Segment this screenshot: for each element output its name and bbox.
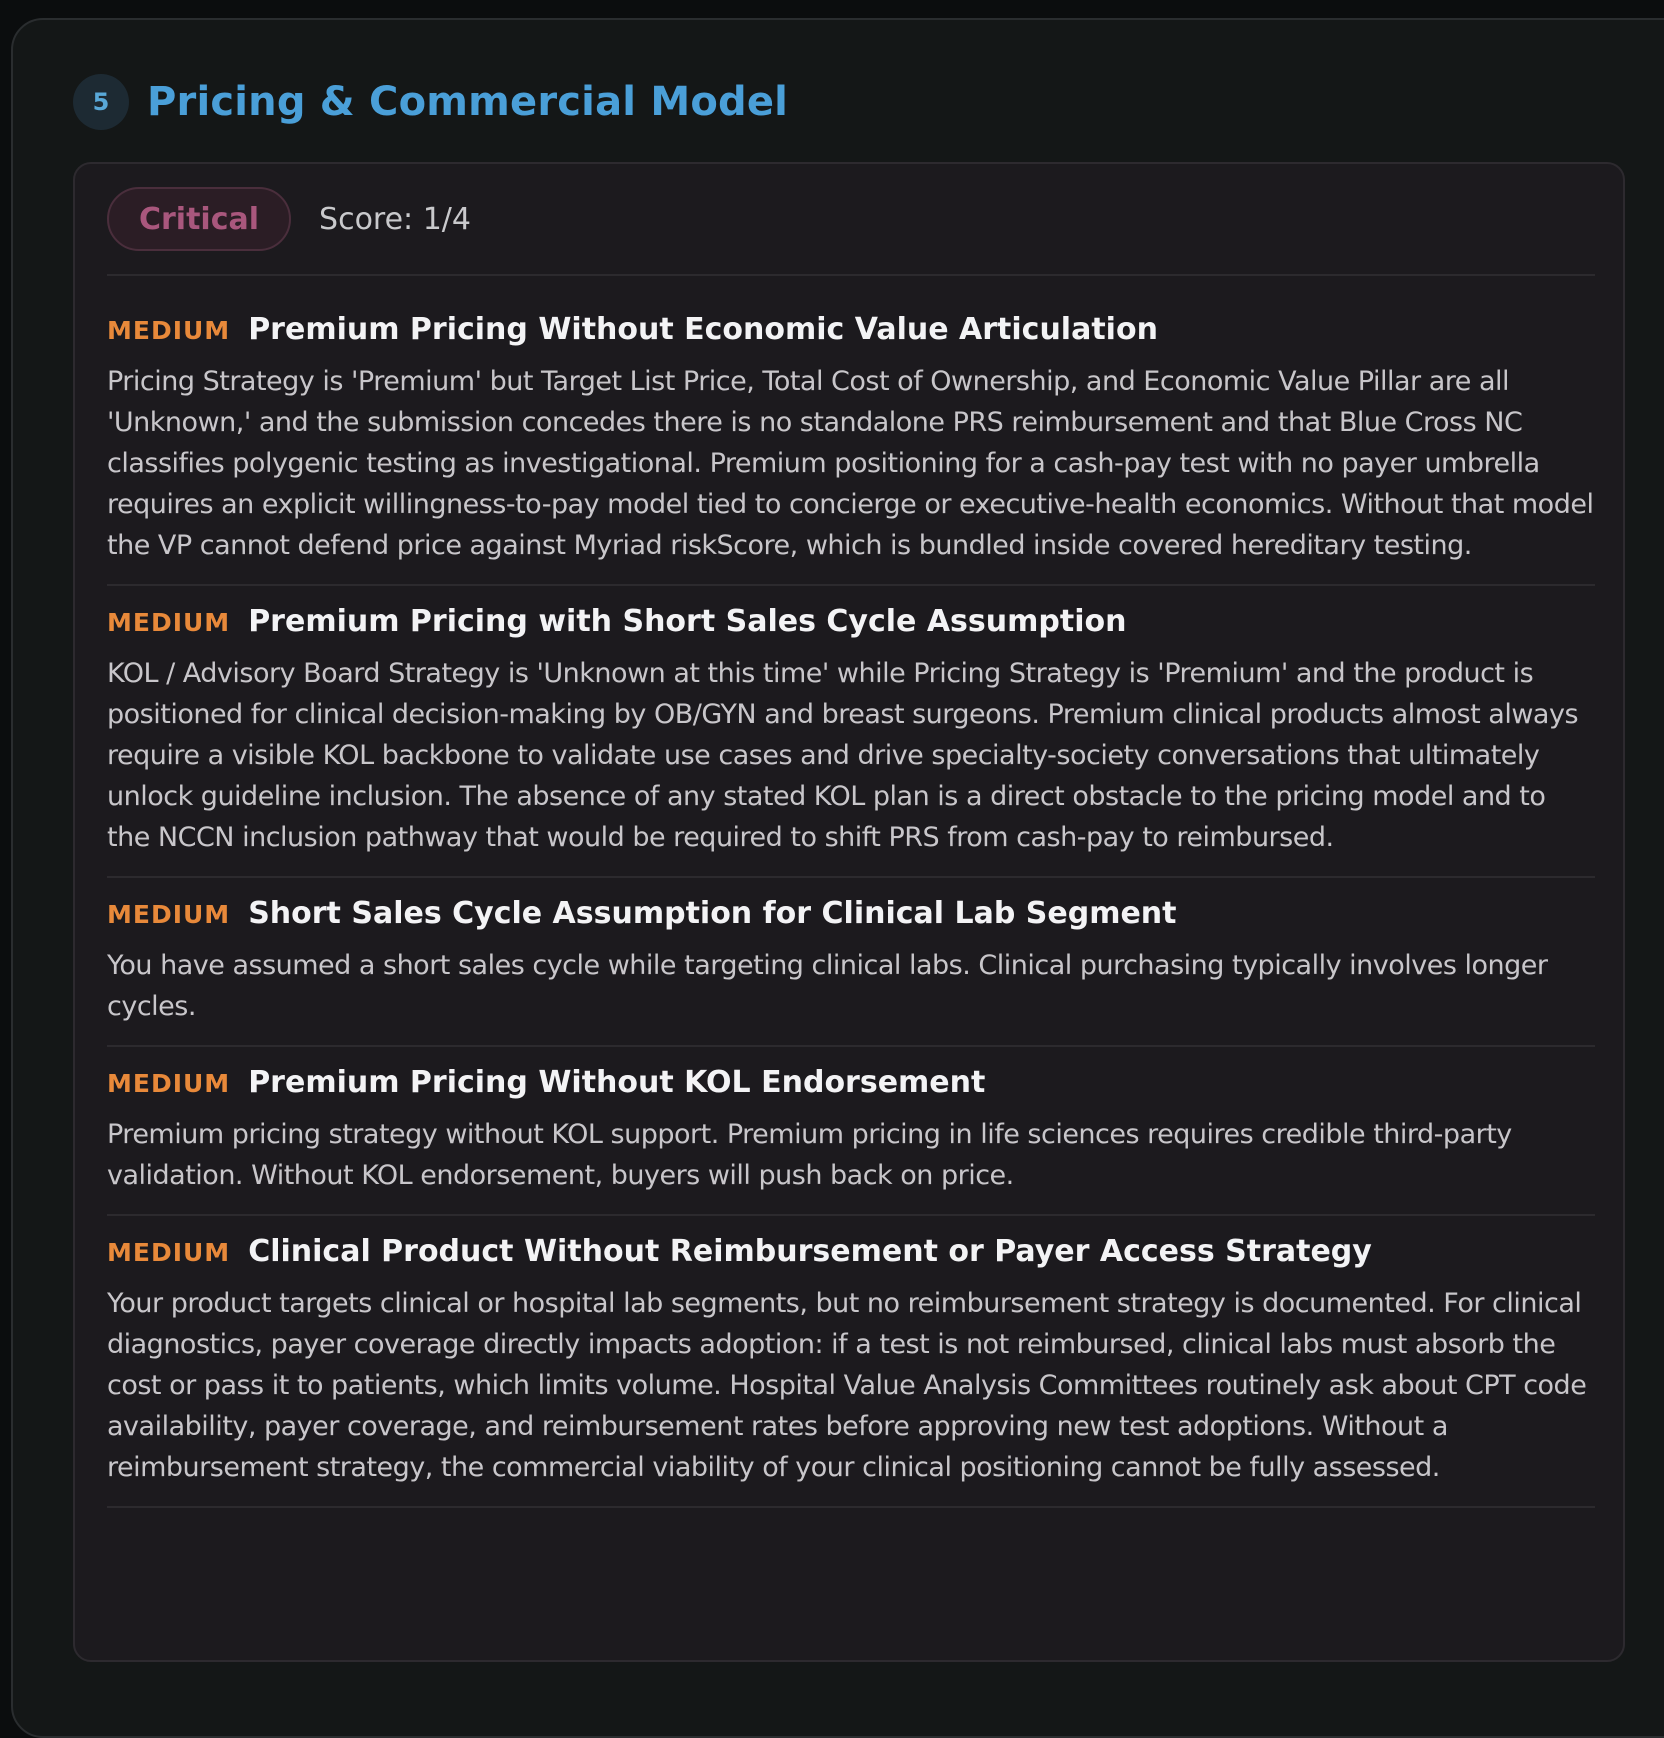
- issue-item: [107, 878, 1595, 1047]
- issue-item: [107, 1216, 1595, 1508]
- severity-label: MEDIUM: [107, 608, 231, 637]
- severity-label: MEDIUM: [107, 316, 231, 345]
- issue-header: [107, 1065, 1595, 1100]
- issue-item: [107, 1047, 1595, 1216]
- issue-description: You have assumed a short sales cycle while targeting clinical labs. Clinical purchasing typically involves longer cycles.: [107, 950, 1548, 1022]
- issue-description: KOL / Advisory Board Strategy is 'Unknown at this time' while Pricing Strategy is 'Premium' and the product is positioned for clinical decision-making by OB/GYN and breast surgeons. Premium clinical products almost always require a visible KOL backbone to validate use cases and drive specialty-society conversations that ultimately unlock guideline inclusion. The absence of any stated KOL plan is a direct obstacle to the pricing model and to the NCCN inclusion pathway that would be required to shift PRS from cash-pay to reimbursed.: [107, 658, 1579, 853]
- issue-title: Premium Pricing Without KOL Endorsement: [248, 1065, 986, 1100]
- status-badge: Critical: [107, 187, 291, 251]
- issues-list: [107, 294, 1595, 1508]
- issue-header: [107, 312, 1595, 347]
- issue-header: [107, 1234, 1595, 1269]
- assessment-card: [73, 162, 1625, 1662]
- section-header: [73, 74, 788, 130]
- issue-title: Short Sales Cycle Assumption for Clinical Lab Segment: [248, 896, 1177, 931]
- issue-header: [107, 896, 1595, 931]
- issue-title: Premium Pricing Without Economic Value Articulation: [248, 312, 1158, 347]
- issue-title: Premium Pricing with Short Sales Cycle Assumption: [248, 604, 1127, 639]
- issue-description: Pricing Strategy is 'Premium' but Target List Price, Total Cost of Ownership, and Economic Value Pillar are all 'Unknown,' and the submission concedes there is no standalone PRS reimbursement and that Blue Cross NC classifies polygenic testing as investigational. Premium positioning for a cash-pay test with no payer umbrella requires an explicit willingness-to-pay model tied to concierge or executive-health economics. Without that model the VP cannot defend price against Myriad riskScore, which is bundled inside covered hereditary testing.: [107, 366, 1594, 561]
- severity-label: MEDIUM: [107, 900, 231, 929]
- issue-title: Clinical Product Without Reimbursement or Payer Access Strategy: [248, 1234, 1372, 1269]
- issue-item: [107, 586, 1595, 878]
- issue-description: Premium pricing strategy without KOL support. Premium pricing in life sciences requires credible third-party validation. Without KOL endorsement, buyers will push back on price.: [107, 1119, 1512, 1191]
- issue-header: [107, 604, 1595, 639]
- severity-label: MEDIUM: [107, 1069, 231, 1098]
- card-summary: [107, 186, 1595, 276]
- severity-label: MEDIUM: [107, 1238, 231, 1267]
- section-title: Pricing & Commercial Model: [147, 79, 789, 125]
- score-label: Score: 1/4: [319, 201, 471, 237]
- section-number-badge: 5: [73, 74, 129, 130]
- issue-description: Your product targets clinical or hospital lab segments, but no reimbursement strategy is documented. For clinical diagnostics, payer coverage directly impacts adoption: if a test is not reimbursed, clinical labs must absorb the cost or pass it to patients, which limits volume. Hospital Value Analysis Committees routinely ask about CPT code availability, payer coverage, and reimbursement rates before approving new test adoptions. Without a reimbursement strategy, the commercial viability of your clinical positioning cannot be fully assessed.: [107, 1288, 1587, 1483]
- issue-item: [107, 294, 1595, 586]
